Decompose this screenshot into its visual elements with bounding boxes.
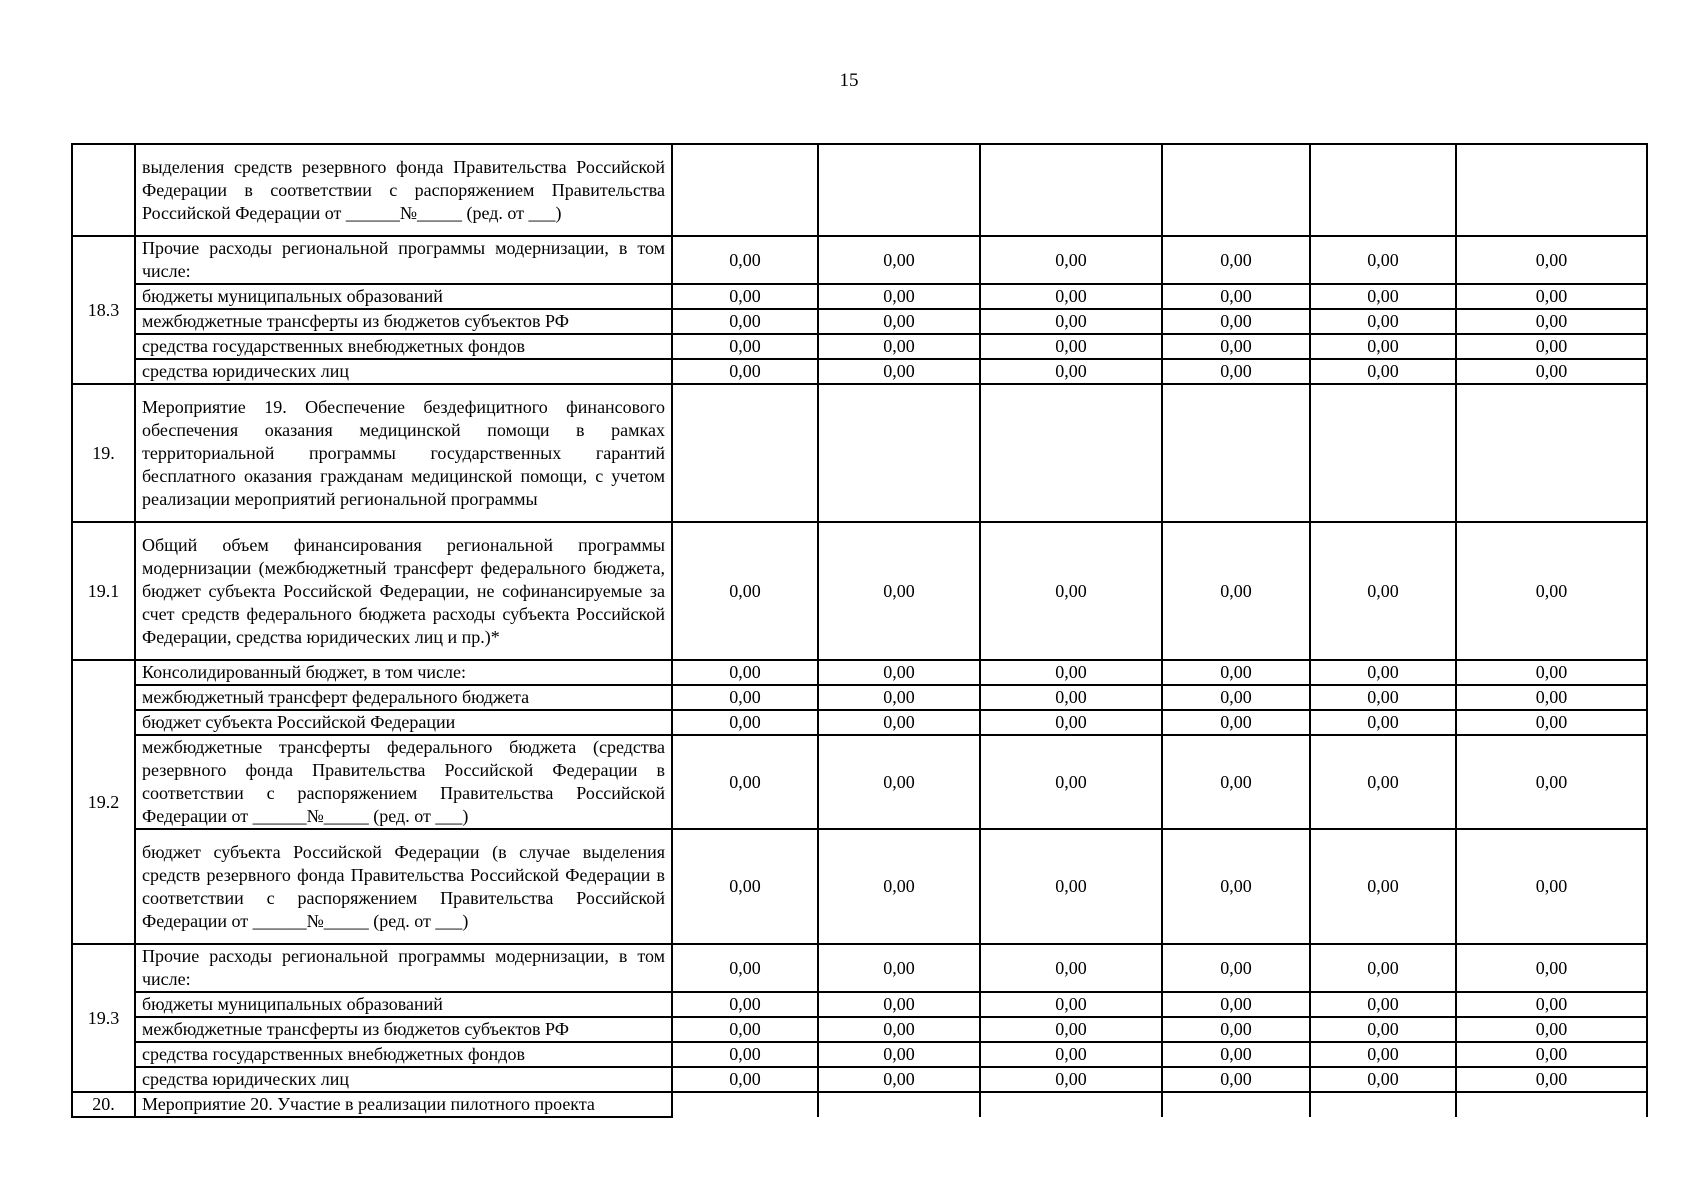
table-row <box>72 660 1647 685</box>
value-cell: 0,00 <box>1310 1017 1456 1042</box>
value-cell: 0,00 <box>1310 685 1456 710</box>
value-cell: 0,00 <box>818 309 980 334</box>
row-number: 19.3 <box>72 944 135 1092</box>
page-number: 15 <box>839 70 859 91</box>
value-cell: 0,00 <box>818 334 980 359</box>
value-cell <box>1162 384 1310 522</box>
row-description: Мероприятие 20. Участие в реализации пилотного проекта <box>135 1092 672 1117</box>
value-cell <box>980 144 1162 236</box>
row-description: выделения средств резервного фонда Правительства Российской Федерации в соответствии с распоряжением Правительства Российской Федерации от ______№_____ (ред. от ___) <box>135 144 672 236</box>
value-cell: 0,00 <box>1456 334 1647 359</box>
value-cell: 0,00 <box>1310 284 1456 309</box>
value-cell: 0,00 <box>1456 944 1647 992</box>
value-cell: 0,00 <box>1162 359 1310 384</box>
row-number <box>72 144 135 236</box>
table-row <box>72 284 1647 309</box>
value-cell: 0,00 <box>1310 1067 1456 1092</box>
value-cell: 0,00 <box>980 685 1162 710</box>
row-number: 19.1 <box>72 522 135 660</box>
value-cell: 0,00 <box>672 1067 818 1092</box>
value-cell <box>672 1092 818 1117</box>
value-cell: 0,00 <box>818 829 980 944</box>
value-cell: 0,00 <box>1162 1042 1310 1067</box>
value-cell: 0,00 <box>1310 992 1456 1017</box>
value-cell: 0,00 <box>1162 334 1310 359</box>
value-cell: 0,00 <box>1310 309 1456 334</box>
value-cell: 0,00 <box>818 236 980 284</box>
value-cell: 0,00 <box>1162 236 1310 284</box>
value-cell: 0,00 <box>1310 1042 1456 1067</box>
value-cell: 0,00 <box>672 992 818 1017</box>
value-cell: 0,00 <box>818 685 980 710</box>
value-cell: 0,00 <box>1310 660 1456 685</box>
value-cell <box>1456 144 1647 236</box>
value-cell: 0,00 <box>1456 992 1647 1017</box>
value-cell: 0,00 <box>980 992 1162 1017</box>
table-row <box>72 384 1647 522</box>
row-description: средства юридических лиц <box>135 359 672 384</box>
value-cell: 0,00 <box>818 735 980 829</box>
value-cell: 0,00 <box>1310 334 1456 359</box>
budget-table <box>71 143 1648 1118</box>
value-cell: 0,00 <box>672 710 818 735</box>
table-row <box>72 359 1647 384</box>
row-description: межбюджетные трансферты из бюджетов субъектов РФ <box>135 309 672 334</box>
table-row <box>72 829 1647 944</box>
row-description: бюджеты муниципальных образований <box>135 992 672 1017</box>
row-description: межбюджетные трансферты федерального бюджета (средства резервного фонда Правительства Российской Федерации в соответствии с распоряжением Правительства Российской Федерации от ______№_____ (ред. от ___) <box>135 735 672 829</box>
value-cell <box>1456 1092 1647 1117</box>
value-cell: 0,00 <box>818 1042 980 1067</box>
value-cell: 0,00 <box>818 992 980 1017</box>
table-row <box>72 992 1647 1017</box>
value-cell: 0,00 <box>672 1042 818 1067</box>
table-row <box>72 309 1647 334</box>
value-cell: 0,00 <box>672 284 818 309</box>
value-cell: 0,00 <box>1310 359 1456 384</box>
value-cell: 0,00 <box>1162 710 1310 735</box>
row-description: бюджеты муниципальных образований <box>135 284 672 309</box>
value-cell: 0,00 <box>1162 735 1310 829</box>
value-cell: 0,00 <box>672 334 818 359</box>
value-cell: 0,00 <box>1456 710 1647 735</box>
value-cell: 0,00 <box>672 660 818 685</box>
value-cell: 0,00 <box>1310 944 1456 992</box>
value-cell <box>980 1092 1162 1117</box>
table-row <box>72 1017 1647 1042</box>
table-row <box>72 1092 1647 1117</box>
value-cell: 0,00 <box>980 660 1162 685</box>
value-cell: 0,00 <box>980 1042 1162 1067</box>
row-description: средства юридических лиц <box>135 1067 672 1092</box>
value-cell: 0,00 <box>818 660 980 685</box>
value-cell: 0,00 <box>1162 944 1310 992</box>
value-cell <box>1310 1092 1456 1117</box>
value-cell: 0,00 <box>672 236 818 284</box>
value-cell: 0,00 <box>818 359 980 384</box>
value-cell: 0,00 <box>818 522 980 660</box>
value-cell: 0,00 <box>1162 660 1310 685</box>
value-cell: 0,00 <box>980 735 1162 829</box>
row-description: средства государственных внебюджетных фондов <box>135 1042 672 1067</box>
row-description: межбюджетный трансферт федерального бюджета <box>135 685 672 710</box>
value-cell: 0,00 <box>1456 236 1647 284</box>
value-cell: 0,00 <box>818 1017 980 1042</box>
value-cell <box>1162 144 1310 236</box>
value-cell: 0,00 <box>672 522 818 660</box>
value-cell: 0,00 <box>1162 1067 1310 1092</box>
value-cell: 0,00 <box>818 284 980 309</box>
value-cell: 0,00 <box>1310 710 1456 735</box>
table-row <box>72 735 1647 829</box>
value-cell <box>818 144 980 236</box>
value-cell: 0,00 <box>1310 236 1456 284</box>
table-row <box>72 944 1647 992</box>
row-number: 20. <box>72 1092 135 1117</box>
row-description: Общий объем финансирования региональной программы модернизации (межбюджетный трансферт федерального бюджета, бюджет субъекта Российской Федерации, не софинансируемые за счет средств федерального бюджета расходы субъекта Российской Федерации, средства юридических лиц и пр.)* <box>135 522 672 660</box>
value-cell <box>672 384 818 522</box>
table-row <box>72 1042 1647 1067</box>
row-number: 19. <box>72 384 135 522</box>
value-cell: 0,00 <box>1162 522 1310 660</box>
value-cell: 0,00 <box>1162 829 1310 944</box>
value-cell: 0,00 <box>1456 735 1647 829</box>
value-cell <box>818 384 980 522</box>
value-cell: 0,00 <box>980 1067 1162 1092</box>
value-cell: 0,00 <box>980 710 1162 735</box>
value-cell: 0,00 <box>980 522 1162 660</box>
row-description: бюджет субъекта Российской Федерации <box>135 710 672 735</box>
table-row <box>72 1067 1647 1092</box>
row-number: 18.3 <box>72 236 135 384</box>
value-cell: 0,00 <box>672 829 818 944</box>
table-row <box>72 710 1647 735</box>
value-cell: 0,00 <box>1456 359 1647 384</box>
value-cell <box>672 144 818 236</box>
value-cell: 0,00 <box>672 1017 818 1042</box>
value-cell: 0,00 <box>672 309 818 334</box>
value-cell: 0,00 <box>1456 1042 1647 1067</box>
value-cell: 0,00 <box>1162 1017 1310 1042</box>
value-cell: 0,00 <box>1456 284 1647 309</box>
value-cell <box>1162 1092 1310 1117</box>
row-description: бюджет субъекта Российской Федерации (в случае выделения средств резервного фонда Правительства Российской Федерации в соответствии с распоряжением Правительства Российской Федерации от ______№_____ (ред. от ___) <box>135 829 672 944</box>
value-cell: 0,00 <box>818 944 980 992</box>
value-cell: 0,00 <box>672 685 818 710</box>
value-cell: 0,00 <box>1456 522 1647 660</box>
table-row <box>72 236 1647 284</box>
value-cell: 0,00 <box>980 1017 1162 1042</box>
value-cell: 0,00 <box>672 359 818 384</box>
value-cell: 0,00 <box>980 829 1162 944</box>
row-number: 19.2 <box>72 660 135 944</box>
table-body <box>72 144 1647 1117</box>
value-cell: 0,00 <box>1310 522 1456 660</box>
value-cell: 0,00 <box>1456 660 1647 685</box>
value-cell: 0,00 <box>1162 309 1310 334</box>
value-cell: 0,00 <box>980 944 1162 992</box>
value-cell: 0,00 <box>980 309 1162 334</box>
value-cell: 0,00 <box>1310 829 1456 944</box>
value-cell: 0,00 <box>818 710 980 735</box>
table-row <box>72 334 1647 359</box>
value-cell: 0,00 <box>818 1067 980 1092</box>
row-description: Консолидированный бюджет, в том числе: <box>135 660 672 685</box>
value-cell <box>1310 384 1456 522</box>
value-cell: 0,00 <box>1162 685 1310 710</box>
row-description: Прочие расходы региональной программы модернизации, в том числе: <box>135 236 672 284</box>
table-row <box>72 522 1647 660</box>
value-cell: 0,00 <box>980 359 1162 384</box>
value-cell <box>1310 144 1456 236</box>
row-description: Мероприятие 19. Обеспечение бездефицитного финансового обеспечения оказания медицинской помощи в рамках территориальной программы государственных гарантий бесплатного оказания гражданам медицинской помощи, с учетом реализации мероприятий региональной программы <box>135 384 672 522</box>
value-cell: 0,00 <box>672 735 818 829</box>
value-cell: 0,00 <box>980 236 1162 284</box>
value-cell: 0,00 <box>1310 735 1456 829</box>
value-cell: 0,00 <box>672 944 818 992</box>
value-cell: 0,00 <box>1456 1017 1647 1042</box>
table-row <box>72 685 1647 710</box>
value-cell <box>818 1092 980 1117</box>
value-cell: 0,00 <box>980 284 1162 309</box>
value-cell: 0,00 <box>980 334 1162 359</box>
row-description: Прочие расходы региональной программы модернизации, в том числе: <box>135 944 672 992</box>
table-row <box>72 144 1647 236</box>
row-description: средства государственных внебюджетных фондов <box>135 334 672 359</box>
value-cell: 0,00 <box>1456 309 1647 334</box>
value-cell: 0,00 <box>1456 685 1647 710</box>
row-description: межбюджетные трансферты из бюджетов субъектов РФ <box>135 1017 672 1042</box>
value-cell: 0,00 <box>1456 1067 1647 1092</box>
value-cell <box>980 384 1162 522</box>
value-cell: 0,00 <box>1162 992 1310 1017</box>
value-cell: 0,00 <box>1456 829 1647 944</box>
value-cell <box>1456 384 1647 522</box>
value-cell: 0,00 <box>1162 284 1310 309</box>
